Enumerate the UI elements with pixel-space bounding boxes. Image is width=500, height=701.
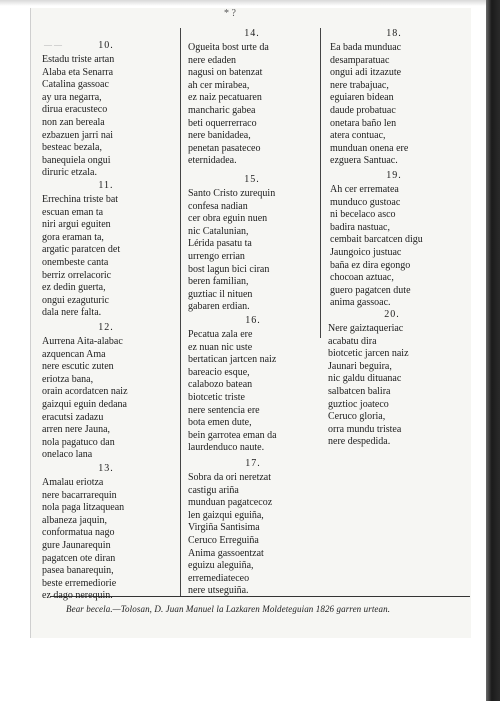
verse-line: salbatcen balira xyxy=(328,385,391,397)
verse-line: bost lagun bici ciran xyxy=(188,263,270,275)
verse-line: ni becelaco asco xyxy=(330,209,396,221)
verse-line: ez naiz pecatuaren xyxy=(188,92,262,104)
verse-line: bota emen dute, xyxy=(188,417,252,429)
verse-line: ezguera Santuac. xyxy=(330,155,398,167)
verse-line: Ah cer erremateа xyxy=(330,184,399,195)
verse-line: ah cer mirabea, xyxy=(188,79,250,91)
verse-line: Estadu triste artan xyxy=(42,54,115,65)
verse-line: Lérida pasatu ta xyxy=(188,238,252,250)
verse-line: ez nuan nic uste xyxy=(188,341,253,353)
verse-line: gure Jaunarequin xyxy=(42,539,111,551)
stanza-number: 14. xyxy=(244,28,260,39)
verse-line: castigu ariña xyxy=(188,484,239,496)
verse-line: daude probatuac xyxy=(330,104,396,116)
verse-line: nere escutic zuten xyxy=(42,361,114,373)
verse-line: albaneza jaquin, xyxy=(42,514,107,526)
verse-line: Errechina triste bat xyxy=(42,194,119,205)
verse-line: diruric etzala. xyxy=(42,167,97,179)
verse-line: anima gassoac. xyxy=(330,297,391,309)
verse-line: gaizqui eguin dedana xyxy=(42,398,127,410)
verse-line: banequiela ongui xyxy=(42,154,111,166)
verse-line: besteac bezala, xyxy=(42,142,102,154)
verse-line: ez dedin guerta, xyxy=(42,282,106,294)
column-divider-right xyxy=(320,28,321,338)
verse-line: cer obra eguin nuen xyxy=(188,213,268,225)
verse-line: ez dago nerequin. xyxy=(42,590,113,602)
verse-line: Aurrena Aita-alabac xyxy=(42,336,123,347)
verse-line: nic Catalunian, xyxy=(188,225,249,237)
verse-line: onetara baño len xyxy=(330,117,397,129)
verse-line: beren familian, xyxy=(188,276,249,288)
stanza-12 xyxy=(42,322,170,462)
scan-shadow-right xyxy=(486,0,500,701)
page-top-mark: * ? xyxy=(224,8,236,19)
stanza-number: 10. xyxy=(98,40,114,51)
verse-line: urrengo errian xyxy=(188,250,245,262)
verse-line: calabozo batean xyxy=(188,379,253,391)
verse-line: Ea bada munduac xyxy=(330,42,402,53)
stanza-16 xyxy=(188,315,318,455)
verse-line: Alaba eta Senarra xyxy=(42,66,114,78)
stanza-number: 20. xyxy=(384,309,400,320)
verse-line: nere despedida. xyxy=(328,436,391,448)
verse-line: nagusi on batenzat xyxy=(188,67,263,79)
verse-line: penetan pasateceo xyxy=(188,142,261,154)
stanza-18 xyxy=(330,28,458,168)
verse-line: acabatu dira xyxy=(328,335,377,347)
stanza-14 xyxy=(188,28,316,168)
verse-line: Ceruco gloria, xyxy=(328,411,386,423)
verse-line: beti oquerrerraco xyxy=(188,117,257,129)
stanza-10 xyxy=(42,40,170,180)
verse-line: ongui ezaguturic xyxy=(42,294,109,306)
verse-line: desamparatuac xyxy=(330,54,390,66)
verse-line: laurdenduco naute. xyxy=(188,442,265,454)
verse-line: biotcetic jarcen naiz xyxy=(328,348,409,360)
verse-line: beste erremediorie xyxy=(42,577,117,589)
verse-line: Nere gaiztaqueriac xyxy=(328,323,404,334)
verse-line: eracutsi zadazu xyxy=(42,411,104,423)
stanza-number: 19. xyxy=(386,170,402,181)
verse-line: Catalina gassoac xyxy=(42,79,109,91)
verse-line: Virgiña Santisima xyxy=(188,522,260,534)
verse-line: baña ez dira egongo xyxy=(330,259,411,271)
verse-line: nere sentencia ere xyxy=(188,404,260,416)
verse-line: guztioc joateco xyxy=(328,398,389,410)
verse-line: munduan onena ere xyxy=(330,142,409,154)
verse-line: escuan eman ta xyxy=(42,206,104,218)
verse-line: Jaungoico justuac xyxy=(330,246,402,258)
verse-line: badira nastuac, xyxy=(330,221,390,233)
verse-line: berriz orrelacoric xyxy=(42,269,112,281)
verse-line: Anima gassoentzat xyxy=(188,547,264,559)
verse-line: Ceruco Erreguiña xyxy=(188,534,259,546)
verse-line: munduan pagatcecoz xyxy=(188,497,273,509)
verse-line: Sobra da ori neretzat xyxy=(188,472,272,483)
verse-line: gabaren erdian. xyxy=(188,301,250,313)
imprint-footer: Bear becela.—Tolosan, D. Juan Manuel la Lazkaren Moldeteguian 1826 garren urtean. xyxy=(66,604,391,614)
verse-line: argatic paratcen det xyxy=(42,244,121,256)
verse-line: orra mundu tristea xyxy=(328,423,402,435)
verse-line: Amalau eriotza xyxy=(42,477,104,488)
verse-line: Pecatua zala ere xyxy=(188,329,253,340)
verse-line: bareacio esque, xyxy=(188,366,250,378)
verse-line: arren nere Jauna, xyxy=(42,424,111,436)
verse-line: azquencan Ama xyxy=(42,348,106,360)
verse-line: pagatcen ote diran xyxy=(42,552,116,564)
verse-line: confesa nadian xyxy=(188,200,248,212)
column-divider-left xyxy=(180,28,181,596)
verse-line: ongui adi itzazute xyxy=(330,67,402,79)
verse-line: niri argui eguiten xyxy=(42,219,111,231)
verse-line: gora eraman ta, xyxy=(42,231,104,243)
verse-line: Santo Cristo zurequin xyxy=(188,188,276,199)
stanza-number: 17. xyxy=(245,458,261,469)
verse-line: onelaco lana xyxy=(42,449,93,461)
verse-line: dirua eracusteco xyxy=(42,104,108,116)
verse-line: Ogueita bost urte da xyxy=(188,42,269,53)
stanza-15 xyxy=(188,174,316,314)
verse-line: onembeste canta xyxy=(42,256,109,268)
verse-line: len gaizqui eguiña, xyxy=(188,509,264,521)
verse-line: pasea banarequin, xyxy=(42,565,114,577)
verse-line: atera contuac, xyxy=(330,130,386,142)
stanza-number: 15. xyxy=(244,174,260,185)
verse-line: conformatua nago xyxy=(42,527,115,539)
verse-line: eternidadea. xyxy=(188,155,237,167)
scan-shadow-top xyxy=(0,0,500,6)
verse-line: guero pagatcen dute xyxy=(330,284,411,296)
stanza-17 xyxy=(188,458,318,598)
verse-line: nere bacarrarequin xyxy=(42,489,117,501)
verse-line: eguiaren bidean xyxy=(330,92,394,104)
verse-line: nola paga litzaquean xyxy=(42,502,125,514)
verse-line: bein garrotea eman da xyxy=(188,429,277,441)
verse-line: biotcetic triste xyxy=(188,391,245,403)
verse-line: cembait barcatcen digu xyxy=(330,234,423,246)
stanza-13 xyxy=(42,463,170,603)
verse-line: ay ura negarra, xyxy=(42,91,102,103)
verse-line: erremediateceo xyxy=(188,572,250,584)
stanza-number: 12. xyxy=(98,322,114,333)
stanza-11 xyxy=(42,180,170,320)
verse-line: eriotza bana, xyxy=(42,373,94,385)
stanza-number: 16. xyxy=(245,315,261,326)
verse-line: ezbazuen jarri nai xyxy=(42,129,114,141)
verse-line: chocoan aztuac, xyxy=(330,272,394,284)
verse-line: nere trabajuac, xyxy=(330,79,389,91)
stanza-number: 18. xyxy=(386,28,402,39)
verse-line: nic galdu dituanac xyxy=(328,373,402,385)
verse-line: guztiac il nituen xyxy=(188,288,253,300)
verse-line: nere utseguiña. xyxy=(188,585,249,597)
verse-line: munduco gustoac xyxy=(330,196,401,208)
verse-line: eguizu aleguiña, xyxy=(188,560,254,572)
verse-line: nere edaden xyxy=(188,54,237,66)
verse-line: bertatican jartcen naiz xyxy=(188,354,277,366)
verse-line: orain acordatcen naiz xyxy=(42,386,128,398)
verse-line: non zan bereala xyxy=(42,116,105,128)
verse-line: nola pagatuco dan xyxy=(42,436,115,448)
verse-line: Jaunari beguira, xyxy=(328,360,392,372)
stanza-number: 13. xyxy=(98,463,114,474)
stanza-20 xyxy=(328,309,456,449)
verse-line: mancharic gabea xyxy=(188,104,256,116)
stanza-number: 11. xyxy=(98,180,114,191)
stanza-19 xyxy=(330,170,458,310)
verse-line: dala nere falta. xyxy=(42,307,102,319)
verse-line: nere banidadea, xyxy=(188,130,251,142)
faint-header: ―― xyxy=(44,40,64,49)
